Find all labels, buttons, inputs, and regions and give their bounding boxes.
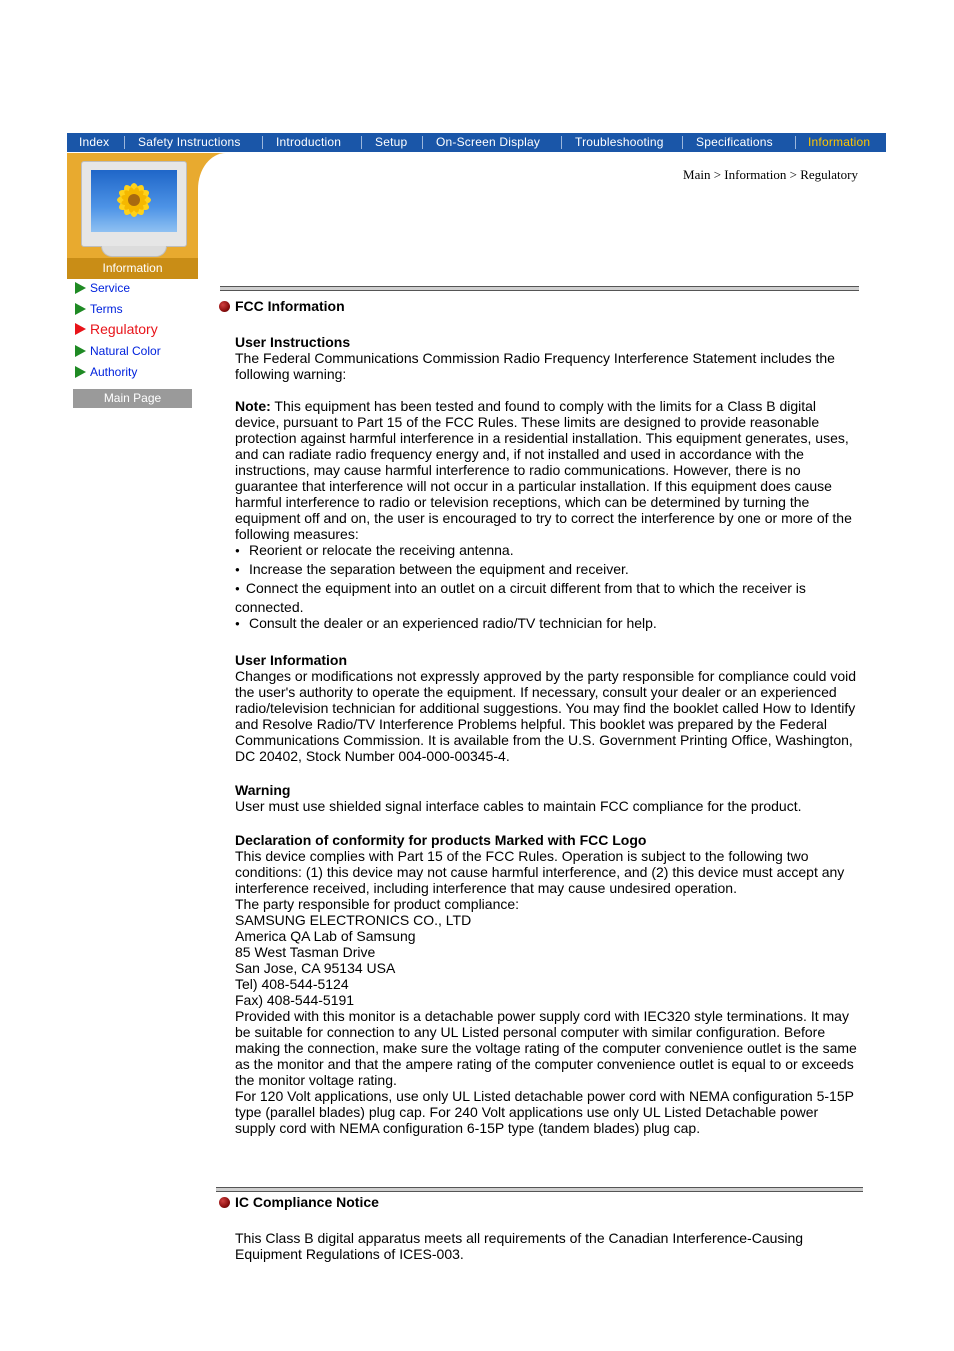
ic-heading xyxy=(235,1194,379,1210)
list-item: ● Reorient or relocate the receiving antenna. xyxy=(235,542,859,561)
sidebar-item-label: Service xyxy=(90,281,131,295)
sidebar-item-label: Terms xyxy=(90,302,123,316)
party-label: The party responsible for product compliance: xyxy=(235,896,520,912)
warning-text: User must use shielded signal interface cables to maintain FCC compliance for the product. xyxy=(235,798,802,814)
fcc-title: FCC Information xyxy=(235,298,345,314)
monitor-screen xyxy=(91,170,177,232)
note-paragraph xyxy=(235,398,859,542)
sidebar-item-label: Regulatory xyxy=(90,321,158,337)
sidebar-item-label: Natural Color xyxy=(90,344,161,358)
triangle-right-icon xyxy=(75,282,86,294)
address-line: San Jose, CA 95134 USA xyxy=(235,960,396,976)
address-line: Fax) 408-544-5191 xyxy=(235,992,355,1008)
fcc-heading xyxy=(235,298,345,314)
bullet-icon xyxy=(235,615,249,634)
nav-troubleshooting[interactable]: Troubleshooting xyxy=(575,135,664,149)
ic-title: IC Compliance Notice xyxy=(235,1194,379,1210)
sidebar-item-regulatory[interactable] xyxy=(75,320,158,338)
triangle-right-icon xyxy=(75,345,86,357)
nav-separator xyxy=(361,136,362,149)
list-item: ● Consult the dealer or an experienced radio/TV technician for help. xyxy=(235,615,859,634)
nav-information[interactable]: Information xyxy=(808,135,871,149)
red-bullet-icon xyxy=(219,1197,230,1208)
user-information-title: User Information xyxy=(235,652,348,668)
declaration-text: This device complies with Part 15 of the FCC Rules. Operation is subject to the following two conditions: (1) this device may not cause harmful interference, and (2) this device must accept any interference received, including interference that may cause undesired operation. xyxy=(235,848,845,896)
triangle-right-icon xyxy=(75,303,86,315)
nav-separator xyxy=(422,136,423,149)
section-divider xyxy=(216,1187,863,1192)
user-information-text: Changes or modifications not expressly approved by the party responsible for compliance could void the user's authority to operate the equipment. If necessary, consult your dealer or an experienced radio/television technician for additional suggestions. You may find the booklet called How to Identify and Resolve Radio/TV Interference Problems helpful. This booklet was prepared by the Federal Communications Commission. It is available from the U.S. Government Printing Office, Washington, DC 20402, Stock Number 004-000-00345-4. xyxy=(235,668,857,764)
sidebar-item-natural-color[interactable] xyxy=(75,342,161,360)
power-cord-text: Provided with this monitor is a detachable power supply cord with IEC320 style terminations. It may be suitable for connection to any UL Listed personal computer with similar configuration. Before making the connection, make sure the voltage rating of the computer convenience outlet is the same as the monitor and that the ampere rating of the computer convenience outlet is equal to or exceeds the monitor voltage rating. xyxy=(235,1008,857,1088)
bullet-icon xyxy=(235,542,249,561)
user-instructions-text: The Federal Communications Commission Radio Frequency Interference Statement includes the following warning: xyxy=(235,350,835,382)
top-nav-bar xyxy=(67,133,886,152)
fcc-content xyxy=(235,334,859,1136)
sidebar-item-terms[interactable] xyxy=(75,300,123,318)
volt-text: For 120 Volt applications, use only UL Listed detachable power cord with NEMA configuration 5-15P type (parallel blades) plug cap. For 240 Volt applications use only UL Listed Detachable power supply cord with NEMA configuration 6-15P type (tandem blades) plug cap. xyxy=(235,1088,854,1136)
user-instructions-title: User Instructions xyxy=(235,334,351,350)
monitor-stand xyxy=(101,246,167,257)
address-line: America QA Lab of Samsung xyxy=(235,928,416,944)
monitor-illustration xyxy=(81,161,187,247)
triangle-right-icon xyxy=(75,323,86,335)
main-page-button[interactable]: Main Page xyxy=(73,389,192,408)
breadcrumb: Main > Information > Regulatory xyxy=(683,167,858,182)
triangle-right-icon xyxy=(75,366,86,378)
sidebar-item-authority[interactable] xyxy=(75,363,137,381)
address-line: 85 West Tasman Drive xyxy=(235,944,376,960)
red-bullet-icon xyxy=(219,301,230,312)
nav-safety-instructions[interactable]: Safety Instructions xyxy=(138,135,241,149)
hero-label: Information xyxy=(67,258,198,279)
nav-separator xyxy=(124,136,125,149)
section-divider xyxy=(220,286,859,291)
nav-separator xyxy=(561,136,562,149)
bullet-icon xyxy=(235,561,249,580)
nav-on-screen-display[interactable]: On-Screen Display xyxy=(436,135,541,149)
nav-introduction[interactable]: Introduction xyxy=(276,135,342,149)
declaration-title: Declaration of conformity for products Marked with FCC Logo xyxy=(235,832,647,848)
nav-setup[interactable]: Setup xyxy=(375,135,408,149)
ic-text: This Class B digital apparatus meets all requirements of the Canadian Interference-Causing Equipment Regulations of ICES-003. xyxy=(235,1230,804,1262)
list-item: ● Connect the equipment into an outlet on a circuit different from that to which the receiver is connected. xyxy=(235,580,806,615)
nav-separator xyxy=(795,136,796,149)
sunflower-icon xyxy=(91,170,177,232)
nav-separator xyxy=(262,136,263,149)
note-label: Note: xyxy=(235,398,271,414)
note-text: This equipment has been tested and found to comply with the limits for a Class B digital device, pursuant to Part 15 of the FCC Rules. These limits are designed to provide reasonable protection against harmful interference in a residential installation. This equipment generates, uses, and can radiate radio frequency energy and, if not installed and used in accordance with the instructions, may cause harmful interference to radio communications. However, there is no guarantee that interference will not occur in a particular installation. If this equipment does cause harmful interference to radio or television receptions, which can be determined by turning the equipment off and on, the user is encouraged to try to correct the interference by one or more of the following measures: xyxy=(235,398,852,542)
sidebar-item-service[interactable] xyxy=(75,279,130,297)
address-line: SAMSUNG ELECTRONICS CO., LTD xyxy=(235,912,472,928)
list-item: ● Increase the separation between the equipment and receiver. xyxy=(235,561,859,580)
nav-separator xyxy=(682,136,683,149)
ic-content xyxy=(235,1230,859,1262)
warning-title: Warning xyxy=(235,782,291,798)
address-line: Tel) 408-544-5124 xyxy=(235,976,349,992)
sidebar-item-label: Authority xyxy=(90,365,138,379)
nav-specifications[interactable]: Specifications xyxy=(696,135,773,149)
nav-index[interactable]: Index xyxy=(79,135,110,149)
